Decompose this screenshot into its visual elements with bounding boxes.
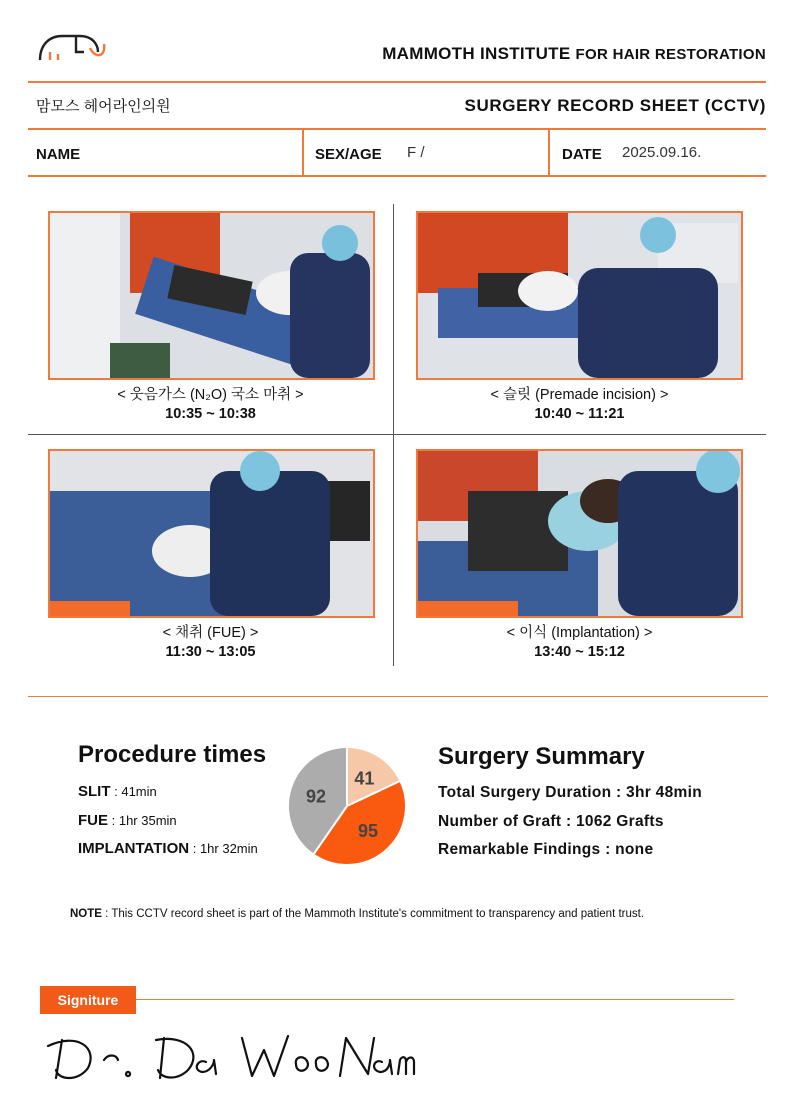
step-title: < 슬릿 (Premade incision) > xyxy=(490,387,669,403)
step-time: 10:40 ~ 11:21 xyxy=(534,406,625,422)
step-title: < 이식 (Implantation) > xyxy=(506,625,653,641)
photo-anesthesia xyxy=(48,211,375,380)
procedure-row: FUE : 1hr 35min xyxy=(78,812,177,829)
procedure-label: SLIT xyxy=(78,783,111,800)
divider xyxy=(302,128,304,176)
note-label: NOTE xyxy=(70,908,102,920)
divider xyxy=(28,128,766,130)
step-time: 13:40 ~ 15:12 xyxy=(534,644,625,660)
step-caption xyxy=(393,624,766,662)
step-time: 10:35 ~ 10:38 xyxy=(165,406,256,422)
photo-fue xyxy=(48,449,375,618)
step-title: < 채취 (FUE) > xyxy=(162,625,259,641)
grid-divider xyxy=(28,434,766,435)
procedure-value: 1hr 32min xyxy=(199,841,258,856)
name-label: NAME xyxy=(36,146,81,163)
summary-heading: Surgery Summary xyxy=(438,743,645,770)
date-value: 2025.09.16. xyxy=(622,144,702,161)
procedure-value: 1hr 35min xyxy=(118,813,177,828)
divider xyxy=(548,128,550,176)
divider xyxy=(28,81,766,83)
procedure-row: SLIT : 41min xyxy=(78,783,157,800)
divider xyxy=(28,175,766,177)
pie-slice-label: 41 xyxy=(354,768,375,789)
procedure-row: IMPLANTATION : 1hr 32min xyxy=(78,840,258,857)
signature-image xyxy=(38,1026,418,1084)
photo-implantation xyxy=(416,449,743,618)
step-caption xyxy=(393,386,766,424)
sexage-label: SEX/AGE xyxy=(315,146,382,163)
clinic-korean-name: 맘모스 헤어라인의원 xyxy=(36,98,171,115)
procedure-value: 41min xyxy=(121,784,157,799)
note-text: : This CCTV record sheet is part of the Mammoth Institute's commitment to transparency and patient trust. xyxy=(101,908,645,920)
summary-findings: Remarkable Findings : none xyxy=(438,841,654,858)
procedure-label: IMPLANTATION xyxy=(78,840,190,857)
pie-slice-label: 95 xyxy=(357,820,378,841)
sheet-title: SURGERY RECORD SHEET (CCTV) xyxy=(464,96,766,115)
grid-divider xyxy=(393,204,394,666)
procedure-pie-chart xyxy=(286,745,408,867)
divider xyxy=(28,696,768,697)
sexage-value: F / xyxy=(407,144,425,161)
signature-line xyxy=(136,999,734,1000)
step-caption xyxy=(28,386,393,424)
pie-slice-label: 92 xyxy=(306,786,327,807)
procedure-label: FUE xyxy=(78,812,108,829)
summary-grafts: Number of Graft : 1062 Grafts xyxy=(438,813,664,830)
signature-tab: Signiture xyxy=(40,986,136,1014)
step-time: 11:30 ~ 13:05 xyxy=(165,644,256,660)
mammoth-logo xyxy=(36,30,108,66)
note xyxy=(70,908,644,920)
step-caption xyxy=(28,624,393,662)
institute-name: MAMMOTH INSTITUTE FOR HAIR RESTORATION xyxy=(382,44,766,63)
summary-duration: Total Surgery Duration : 3hr 48min xyxy=(438,784,702,801)
step-title: < 웃음가스 (N₂O) 국소 마취 > xyxy=(117,387,304,403)
procedure-times-heading: Procedure times xyxy=(78,741,267,768)
date-label: DATE xyxy=(562,146,602,163)
photo-slit xyxy=(416,211,743,380)
